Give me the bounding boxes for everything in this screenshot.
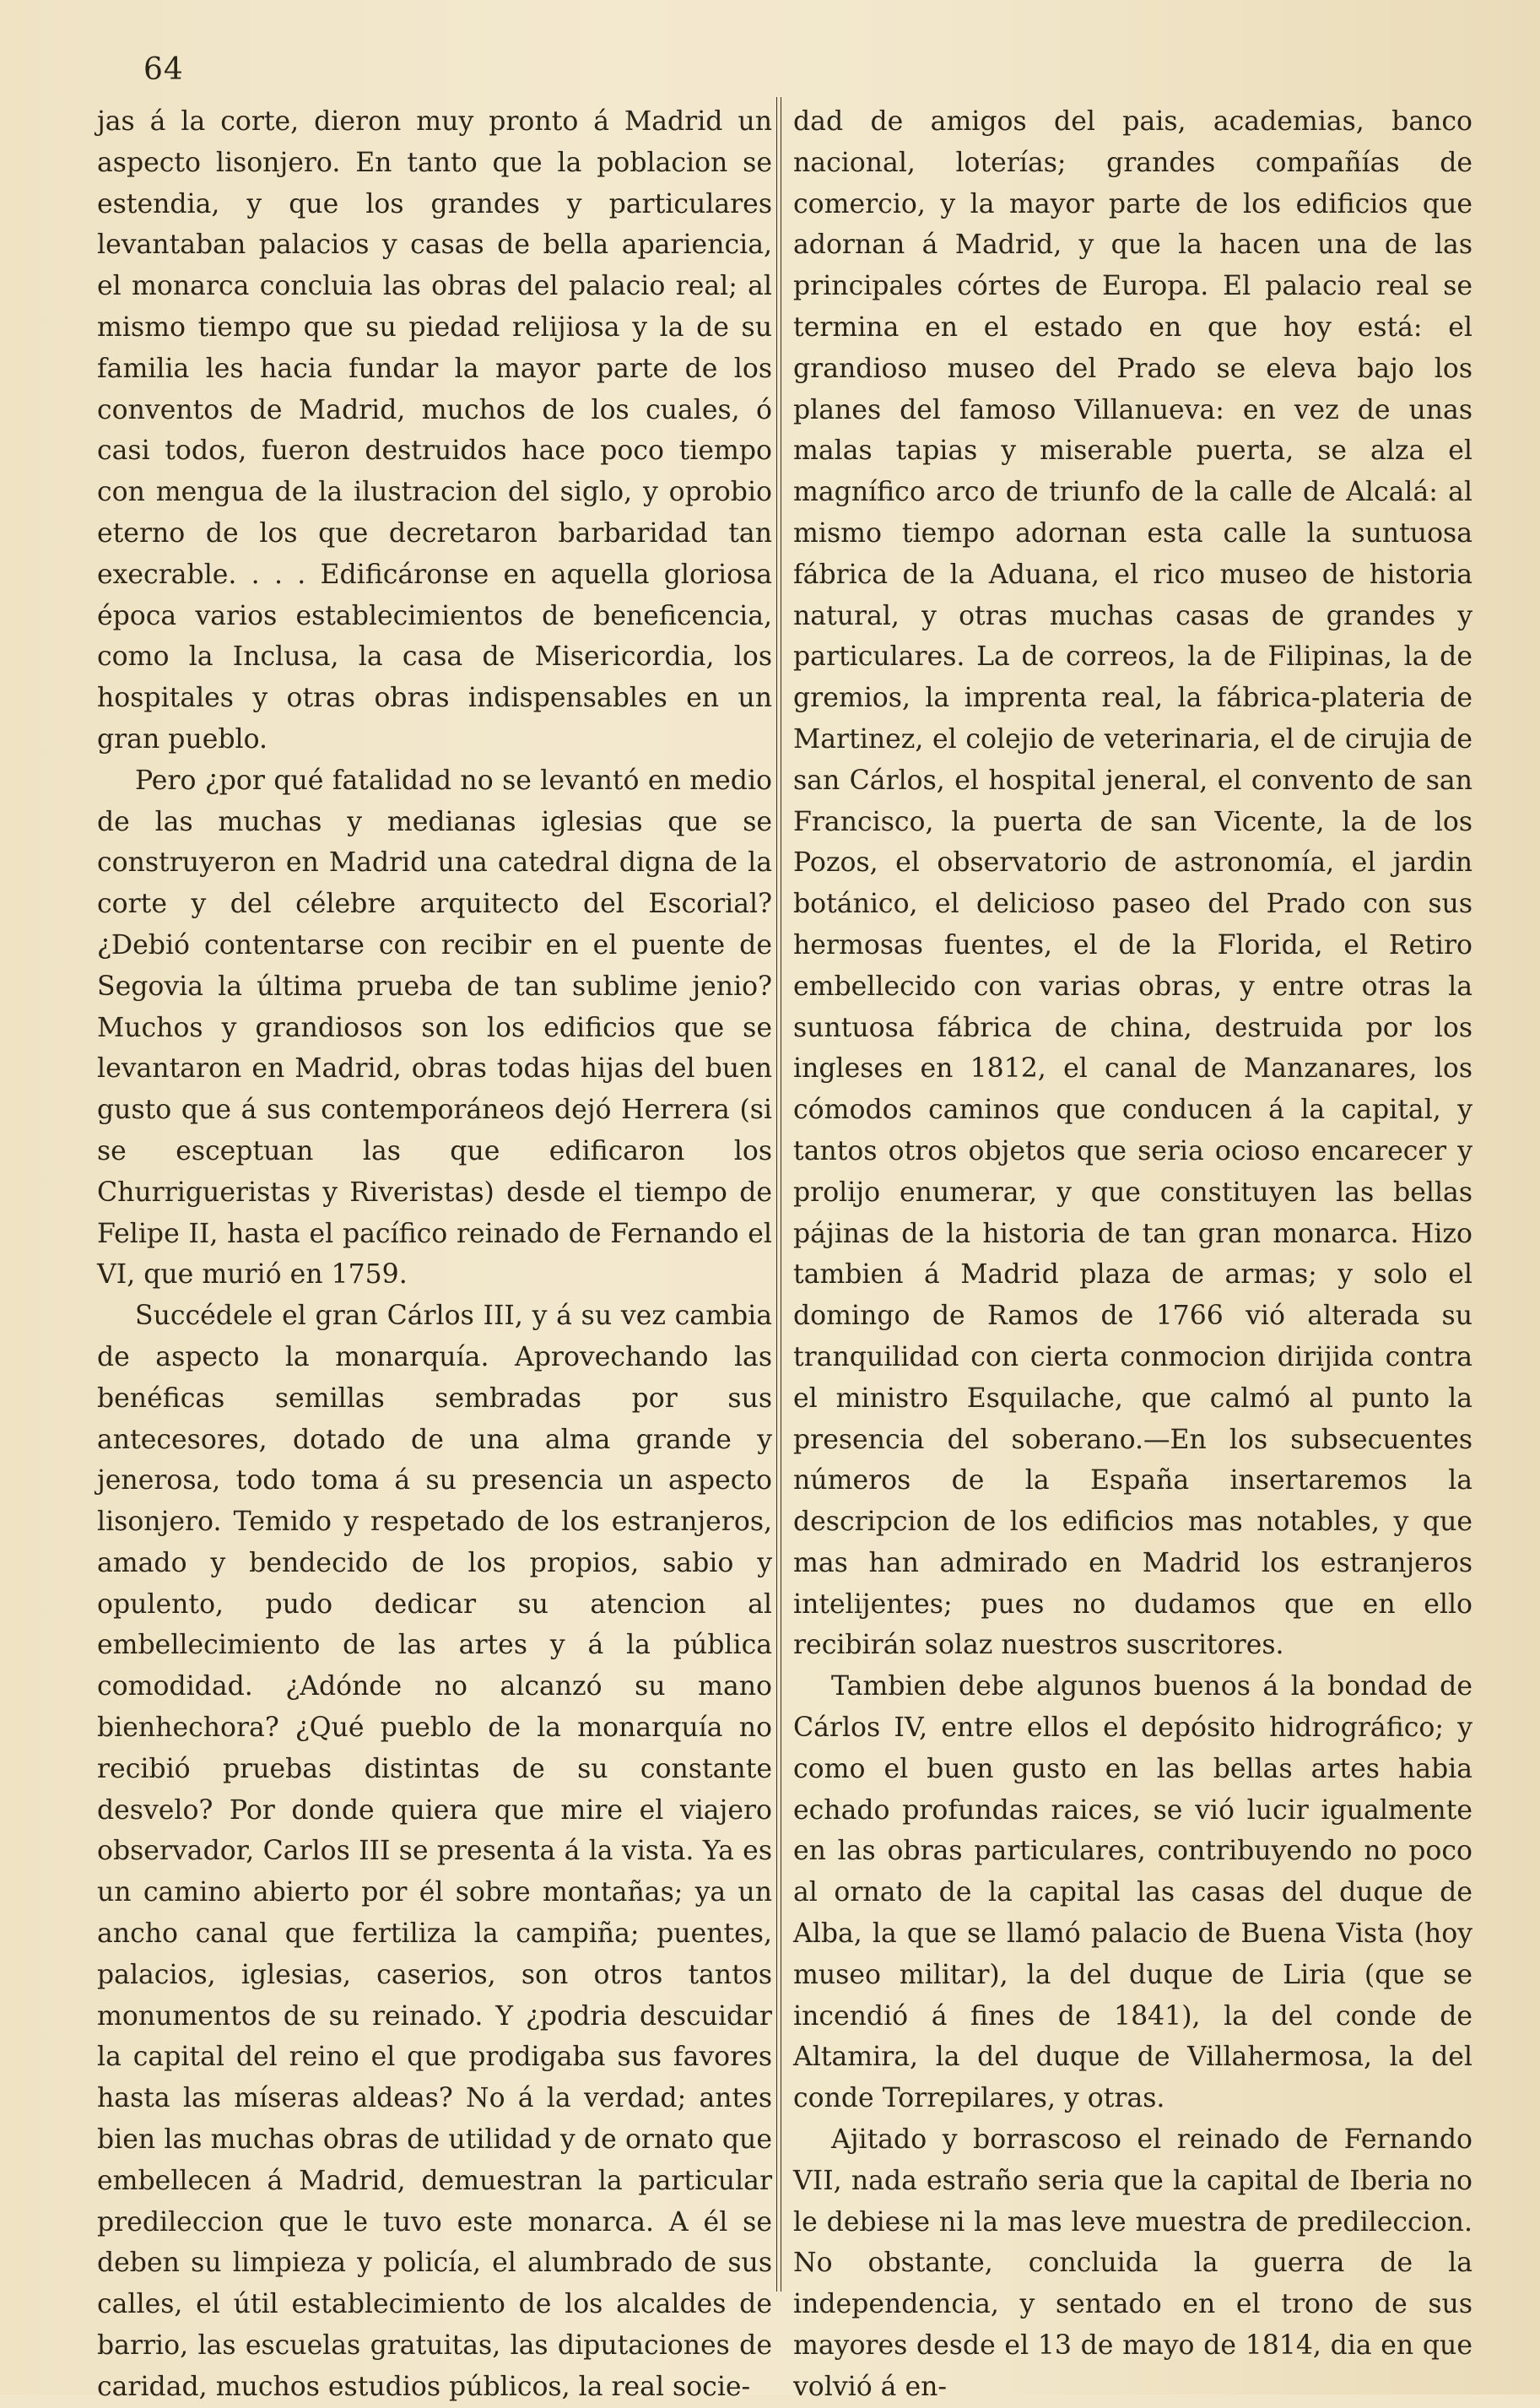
paragraph: dad de amigos del pais, academias, banco nacional, loterías; grandes compañías de comercio, y la mayor parte de los edificios que adornan á Madrid, y que la hacen una de las principales córtes de Europa. El palacio real se termina en el estado en que hoy está: el grandioso museo del Prado se eleva bajo los planes del famoso Villanueva: en vez de unas malas tapias y miserable puerta, se alza el magnífico arco de triunfo de la calle de Alcalá: al mismo tiempo adornan esta calle la suntuosa fábrica de la Aduana, el rico museo de historia natural, y otras muchas casas de grandes y particulares. La de correos, la de Filipinas, la de gremios, la imprenta real, la fábrica-plateria de Martinez, el colejio de veterinaria, el de cirujia de san Cárlos, el hospital jeneral, el convento de san Francisco, la puerta de san Vicente, la de los Pozos, el observatorio de astronomía, el jardin botánico, el delicioso paseo del Prado con sus hermosas fuentes, el de la Florida, el Retiro embellecido con varias obras, y entre otras la suntuosa fábrica de china, destruida por los ingleses en 1812, el canal de Manzanares, los cómodos caminos que conducen á la capital, y tantos otros objetos que seria ocioso encarecer y prolijo enumerar, y que constituyen las bellas pájinas de la historia de tan gran monarca. Hizo tambien á Madrid plaza de armas; y solo el domingo de Ramos de 1766 vió alterada su tranquilidad con cierta conmocion dirijida contra el ministro Esquilache, que calmó al punto la presencia del soberano.—En los subsecuentes números de la España insertaremos la descripcion de los edificios mas notables, y que mas han admirado en Madrid los estranjeros intelijentes; pues no dudamos que en ello recibirán solaz nuestros suscritores. — [793, 106, 1472, 1661]
paragraph: Pero ¿por qué fatalidad no se levantó en medio de las muchas y medianas iglesias que se construyeron en Madrid una catedral digna de la corte y del célebre arquitecto del Escorial? ¿Debió contentarse con recibir en el puente de Segovia la última prueba de tan sublime jenio? Muchos y grandiosos son los edificios que se levantaron en Madrid, obras todas hijas del buen gusto que á sus contemporáneos dejó Herrera (si se esceptuan las que edificaron los Churrigueristas y Riveristas) desde el tiempo de Felipe II, hasta el pacífico reinado de Fernando el VI, que murió en 1759. — [97, 765, 772, 1291]
right-column — [793, 101, 1472, 2408]
column-divider — [776, 97, 781, 2292]
paragraph: Tambien debe algunos buenos á la bondad de Cárlos IV, entre ellos el depósito hidrográfico; y como el buen gusto en las bellas artes habia echado profundas raices, se vió lucir igualmente en las obras particulares, contribuyendo no poco al ornato de la capital las casas del duque de Alba, la que se llamó palacio de Buena Vista (hoy museo militar), la del duque de Liria (que se incendió á fines de 1841), la del conde de Altamira, la del duque de Villahermosa, la del conde Torrepilares, y otras. — [793, 1671, 1472, 2114]
page-number: 64 — [143, 52, 184, 87]
paragraph: Succédele el gran Cárlos III, y á su vez cambia de aspecto la monarquía. Aprovechando las benéficas semillas sembradas por sus antecesores, dotado de una alma grande y jenerosa, todo toma á su presencia un aspecto lisonjero. Temido y respetado de los estranjeros, amado y bendecido de los propios, sabio y opulento, pudo dedicar su atencion al embellecimiento de las artes y á la pública comodidad. ¿Adónde no alcanzó su mano bienhechora? ¿Qué pueblo de la monarquía no recibió pruebas distintas de su constante desvelo? Por donde quiera que mire el viajero observador, Carlos III se presenta á la vista. Ya es un camino abierto por él sobre montañas; ya un ancho canal que fertiliza la campiña; puentes, palacios, iglesias, caserios, son otros tantos monumentos de su reinado. Y ¿podria descuidar la capital del reino el que prodigaba sus favores hasta las míseras aldeas? No á la verdad; antes bien las muchas obras de utilidad y de ornato que embellecen á Madrid, demuestran la particular predileccion que le tuvo este monarca. A él se deben su limpieza y policía, el alumbrado de sus calles, el útil establecimiento de los alcaldes de barrio, las escuelas gratuitas, las diputaciones de caridad, muchos estudios públicos, la real socie- — [97, 1301, 772, 2402]
paragraph: jas á la corte, dieron muy pronto á Madrid un aspecto lisonjero. En tanto que la poblacion se estendia, y que los grandes y particulares levantaban palacios y casas de bella apariencia, el monarca concluia las obras del palacio real; al mismo tiempo que su piedad relijiosa y la de su familia les hacia fundar la mayor parte de los conventos de Madrid, muchos de los cuales, ó casi todos, fueron destruidos hace poco tiempo con mengua de la ilustracion del siglo, y oprobio eterno de los que decretaron barbaridad tan execrable. . . . Edificáronse en aquella gloriosa época varios establecimientos de beneficencia, como la Inclusa, la casa de Misericordia, los hospitales y otras obras indispensables en un gran pueblo. — [97, 106, 772, 755]
left-column — [97, 101, 772, 2408]
paragraph: Ajitado y borrascoso el reinado de Fernando VII, nada estraño seria que la capital de Iberia no le debiese ni la mas leve muestra de predileccion. No obstante, concluida la guerra de la independencia, y sentado en el trono de sus mayores desde el 13 de mayo de 1814, dia en que volvió á en- — [793, 2124, 1472, 2402]
